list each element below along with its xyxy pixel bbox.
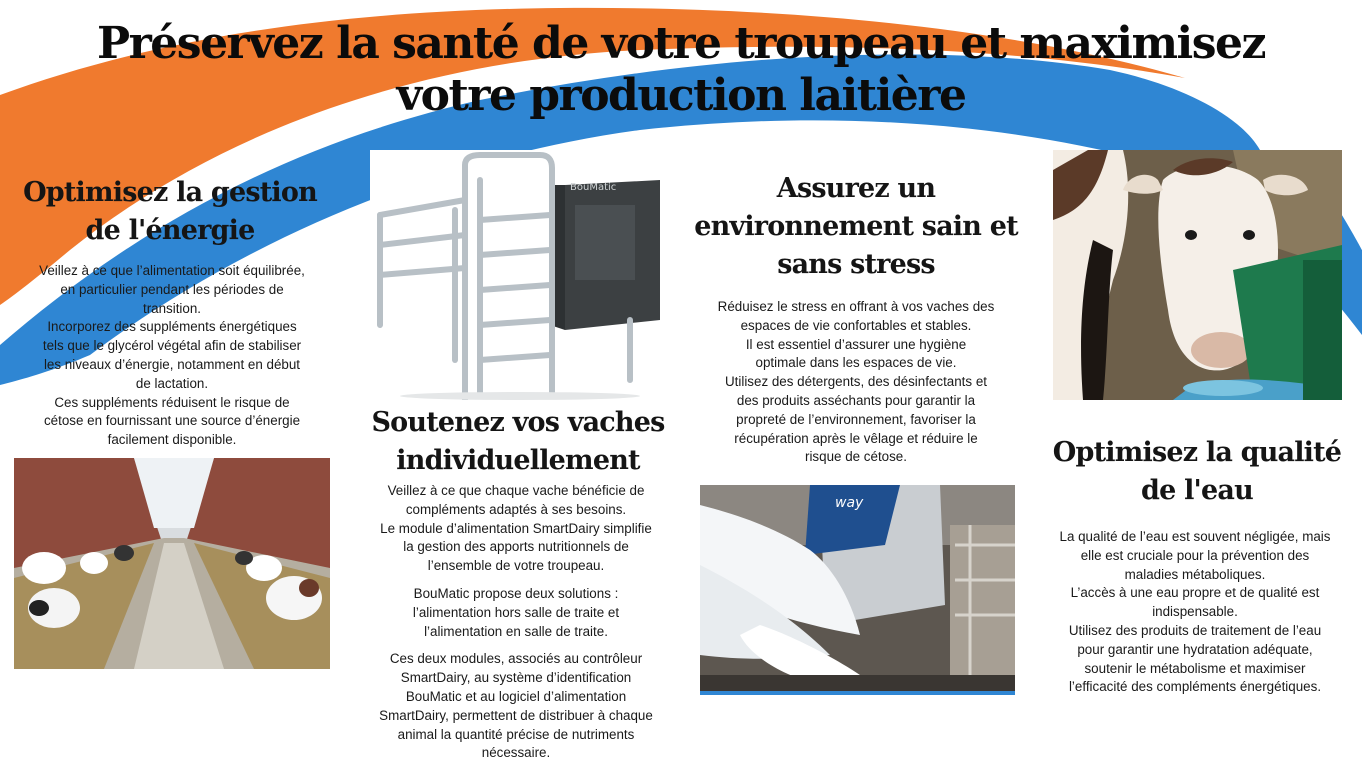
energy-line: tels que le glycérol végétal afin de stabiliser [42,338,302,354]
individual-line: nécessaire. [481,745,551,761]
dispenser-photo [700,485,1015,695]
environment-heading-line-2: environnement sain et [694,211,1018,242]
title-line-1: Préservez la santé de votre troupeau et maximisez [97,18,1265,69]
cow-drinking-photo [1053,150,1342,400]
individual-line: BouMatic et au logiciel d’alimentation [405,688,627,704]
individual-heading-line-1: Soutenez vos vaches [371,407,665,438]
environment-heading-line-1: Assurez un [776,173,936,204]
water-line: pour garantir une hydratation adéquate, [1077,641,1313,657]
energy-line: facilement disponible. [107,432,237,448]
energy-line: Veillez à ce que l’alimentation soit équilibrée, [39,263,305,278]
title-line-2: votre production laitière [396,70,966,121]
water-line: La qualité de l’eau est souvent négligée, mais [1059,529,1331,544]
individual-line: compléments adaptés à ses besoins. [405,501,627,517]
environment-line: propreté de l’environnement, favoriser la [736,411,976,427]
environment-line: optimale dans les espaces de vie. [755,355,957,371]
environment-line: des produits asséchants pour garantir la [736,392,976,408]
energy-text [8,262,336,450]
dispenser-brand-label: way [835,495,864,511]
energy-line: Ces suppléments réduisent le risque de [54,394,290,410]
individual-heading [350,404,686,480]
individual-line: la gestion des apports nutritionnels de [403,539,629,555]
energy-line: Incorporez des suppléments énergétiques [47,319,297,335]
water-heading-line-1: Optimisez la qualité [1052,437,1342,468]
energy-heading-line-1: Optimisez la gestion [23,177,317,208]
energy-line: en particulier pendant les périodes de [60,281,284,297]
environment-heading-line-3: sans stress [777,249,935,280]
environment-line: Utilisez des détergents, des désinfectants et [724,374,987,390]
individual-line: l’alimentation en salle de traite. [424,623,608,639]
individual-line: Veillez à ce que chaque vache bénéficie de [387,483,645,498]
individual-line: BouMatic propose deux solutions : [413,585,619,601]
water-heading-line-2: de l'eau [1141,475,1253,506]
water-line: l’efficacité des compléments énergétiques. [1068,679,1322,695]
environment-heading [690,170,1022,284]
page-title [60,18,1302,122]
energy-line: cétose en fournissant une source d’énergie [43,413,301,429]
water-line: Utilisez des produits de traitement de l’eau [1068,622,1322,638]
individual-line: SmartDairy, au système d’identification [400,670,632,686]
environment-line: risque de cétose. [805,449,907,465]
environment-line: Réduisez le stress en offrant à vos vaches des [717,299,995,314]
water-line: L’accès à une eau propre et de qualité est [1070,585,1320,601]
individual-line: Le module d’alimentation SmartDairy simplifie [380,520,652,536]
environment-line: Il est essentiel d’assurer une hygiène [745,336,967,352]
individual-line: Ces deux modules, associés au contrôleur [389,651,643,667]
individual-line: l’alimentation hors salle de traite et [412,604,620,620]
environment-line: espaces de vie confortables et stables. [740,317,972,333]
barn-photo [14,458,330,669]
individual-line: SmartDairy, permettent de distribuer à chaque [379,707,653,723]
individual-text [346,482,686,763]
individual-heading-line-2: individuellement [396,445,640,476]
environment-line: récupération après le vêlage et réduire le [734,430,978,446]
energy-heading [14,174,326,250]
energy-heading-line-2: de l'énergie [85,215,255,246]
feeder-brand-label: BouMatic [570,182,617,193]
energy-line: transition. [142,300,202,316]
water-text [1030,528,1360,697]
water-heading [1040,434,1354,510]
energy-line: les niveaux d’énergie, notamment en début [43,356,301,372]
environment-text [688,298,1024,467]
water-line: indispensable. [1152,604,1238,620]
water-line: soutenir le métabolisme et maximiser [1084,660,1306,676]
individual-line: animal la quantité précise de nutriments [397,726,635,742]
feeder-gate-photo [370,150,666,400]
energy-line: de lactation. [135,375,209,391]
water-line: maladies métaboliques. [1124,566,1266,582]
individual-line: l’ensemble de votre troupeau. [427,558,605,574]
water-line: elle est cruciale pour la prévention des [1080,547,1310,563]
